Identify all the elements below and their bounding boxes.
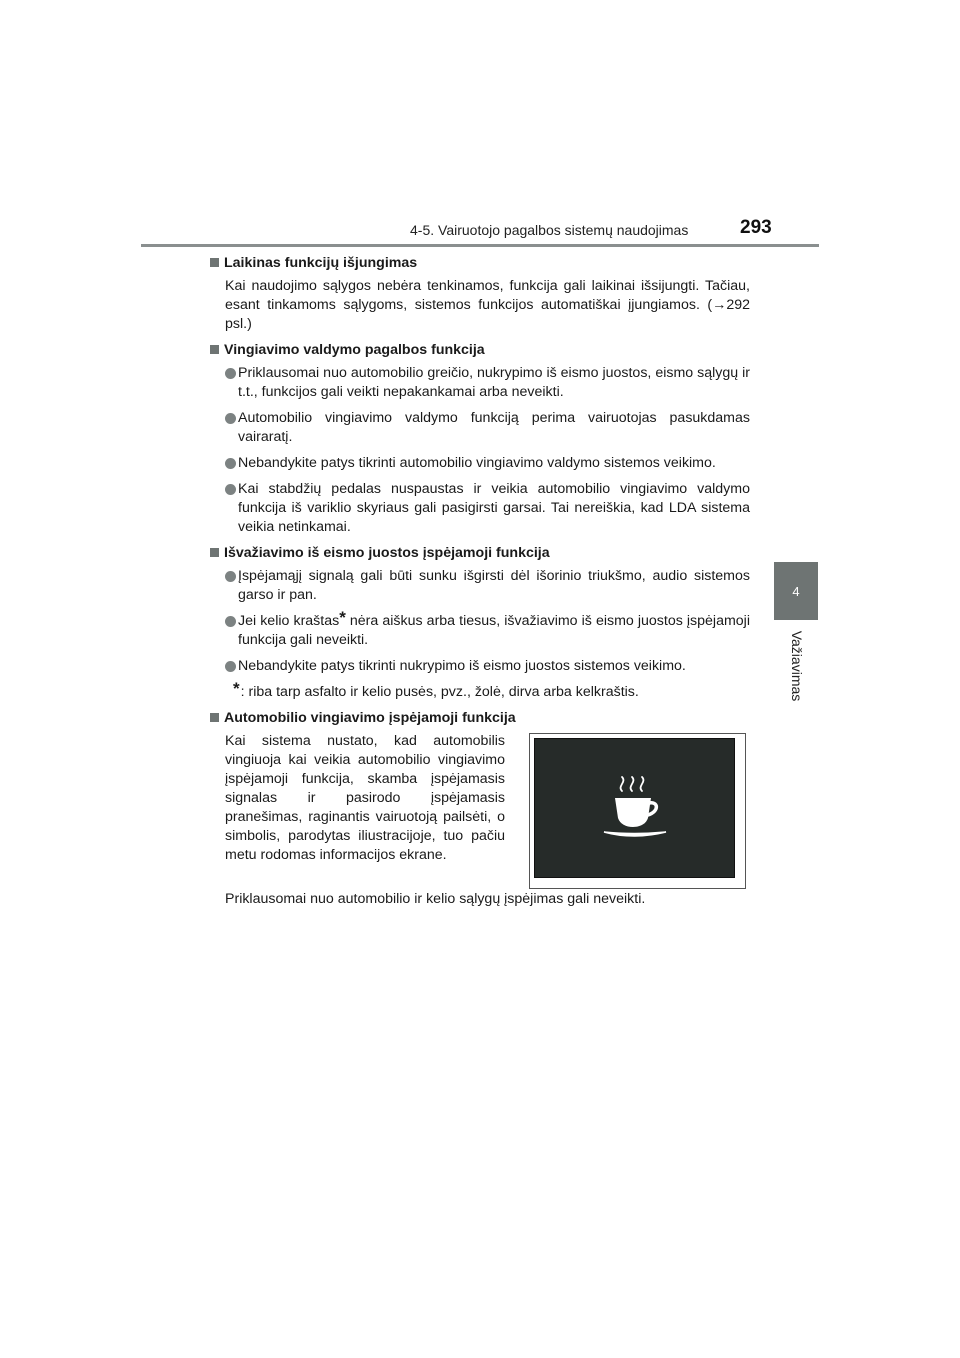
list-item-text: Įspėjamąjį signalą gali būti sunku išgirsti dėl išorinio triukšmo, audio sistemos garso ir pan.	[238, 568, 750, 603]
header-divider	[141, 244, 819, 247]
list-item	[225, 409, 750, 447]
section-heading	[210, 254, 750, 273]
list-item-text: Nebandykite patys tikrinti automobilio vingiavimo valdymo sistemos veikimo.	[238, 455, 716, 471]
list-item	[225, 364, 750, 402]
footnote	[233, 679, 750, 702]
list-item	[225, 480, 750, 537]
list-item	[225, 608, 750, 650]
information-display	[534, 738, 735, 878]
chapter-tab	[774, 562, 818, 620]
coffee-cup-icon	[600, 774, 670, 842]
list-item	[225, 567, 750, 605]
section-title: Laikinas funkcijų išjungimas	[224, 255, 418, 271]
section-paragraph: Priklausomai nuo automobilio ir kelio sąlygų įspėjimas gali neveikti.	[225, 891, 646, 907]
list-item-text-part: nėra aiškus arba tiesus, išvažiavimo iš eismo juostos įspėjamoji funkcija gali neveikti.	[238, 613, 750, 648]
list-item-text: Automobilio vingiavimo valdymo funkciją perima vairuotojas pasukdamas vairaratį.	[238, 410, 750, 445]
text-with-figure	[225, 732, 750, 889]
square-bullet-icon	[210, 345, 219, 354]
circle-bullet-icon	[225, 458, 236, 469]
page-content	[210, 254, 750, 909]
list-item-text: Priklausomai nuo automobilio greičio, nukrypimo iš eismo juostos, eismo sąlygų ir t.t., funkcijos gali veikti nepakankamai arba neveikti.	[238, 365, 750, 400]
section-paragraph: Kai naudojimo sąlygos nebėra tenkinamos, funkcija gali laikinai išsijungti. Tačiau, esant tinkamoms sąlygoms, sistemos funkcijos automatiškai įjungiamos. (→292 psl.)	[225, 278, 750, 332]
square-bullet-icon	[210, 258, 219, 267]
header-section-title: 4-5. Vairuotojo pagalbos sistemų naudojimas	[410, 222, 689, 238]
section-title: Automobilio vingiavimo įspėjamoji funkcija	[224, 710, 516, 726]
asterisk-marker: *	[233, 679, 240, 698]
list-item-text-part: Jei kelio kraštas	[238, 613, 340, 629]
chapter-label: Važiavimas	[789, 630, 805, 702]
circle-bullet-icon	[225, 484, 236, 495]
illustration-frame	[529, 733, 746, 889]
list-item	[225, 454, 750, 473]
list-item-text: Nebandykite patys tikrinti nukrypimo iš eismo juostos sistemos veikimo.	[238, 658, 686, 674]
circle-bullet-icon	[225, 661, 236, 672]
circle-bullet-icon	[225, 571, 236, 582]
list-item-text: Kai stabdžių pedalas nuspaustas ir veikia automobilio vingiavimo valdymo funkcija iš variklio skyriaus gali pasigirsti garsai. Tai nereiškia, kad LDA sistema veikia netinkamai.	[238, 481, 750, 535]
footnote-text: : riba tarp asfalto ir kelio pusės, pvz., žolė, dirva arba kelkraštis.	[240, 684, 639, 700]
list-item	[225, 657, 750, 676]
section-heading	[210, 341, 750, 360]
section-heading	[210, 544, 750, 563]
chapter-number: 4	[792, 583, 800, 599]
square-bullet-icon	[210, 713, 219, 722]
circle-bullet-icon	[225, 368, 236, 379]
section-paragraph: Kai sistema nustato, kad automobilis vingiuoja kai veikia automobilio vingiavimo įspėjamoji funkcija, skamba įspėjamasis signalas ir pasirodo įspėjamasis pranešimas, raginantis vairuotoją pailsėti, o simbolis, parodytas iliustracijoje, tuo pačiu metu rodomas informacijos ekrane.	[225, 733, 505, 863]
circle-bullet-icon	[225, 413, 236, 424]
section-heading	[210, 709, 750, 728]
circle-bullet-icon	[225, 616, 236, 627]
asterisk-marker: *	[339, 608, 346, 627]
list-item-text	[238, 608, 750, 650]
section-title: Vingiavimo valdymo pagalbos funkcija	[224, 342, 485, 358]
square-bullet-icon	[210, 548, 219, 557]
page-number: 293	[740, 217, 772, 238]
section-title: Išvažiavimo iš eismo juostos įspėjamoji funkcija	[224, 545, 550, 561]
